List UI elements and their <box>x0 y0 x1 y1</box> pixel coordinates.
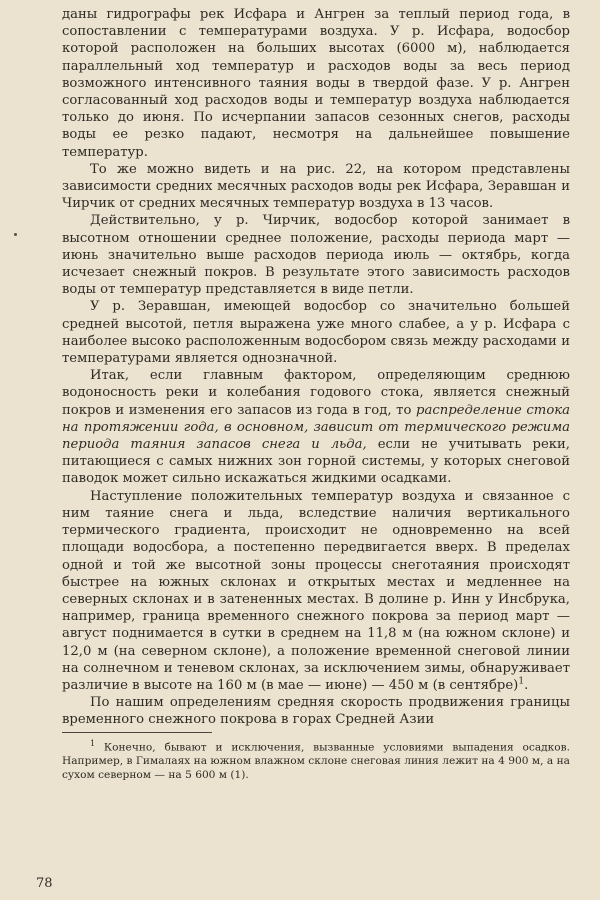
paragraph <box>62 367 570 487</box>
paragraph <box>62 694 570 728</box>
paragraph <box>62 298 570 367</box>
text-body <box>62 6 570 729</box>
paragraph <box>62 161 570 213</box>
paragraph-text: Действительно, у р. Чирчик, водосбор которой занимает в высотном отношении среднее положение, расходы периода март — июнь значительно выше расходов периода июль — октябрь, когда исчезает снежный покров. В результате этого зависимость расходов воды от температур представляется в виде петли. <box>62 213 570 298</box>
page-body <box>62 6 570 782</box>
page-number: 78 <box>36 876 53 891</box>
paragraph-text: То же можно видеть и на рис. 22, на котором представлены зависимости средних месячных расходов воды рек Исфара, Зеравшан и Чирчик от средних месячных температур воздуха в 13 часов. <box>62 161 570 212</box>
paragraph-text: Итак, если главным фактором, определяющим среднюю водоносность реки и колебания годового стока, является снежный покров и изменения его запасов из года в год, то <box>62 368 570 418</box>
paragraph-text: У р. Зеравшан, имеющей водосбор со значительно большей средней высотой, петля выражена уже много слабее, а у р. Исфара с наиболее высоко расположенным водосбором связь между расходами и температурами является однозначной. <box>62 299 570 367</box>
paragraph <box>62 212 570 298</box>
footnote-ref: 1 <box>518 676 525 687</box>
footnote-mark: 1 <box>90 738 96 748</box>
paragraph <box>62 488 570 694</box>
paragraph-text: если не учитывать реки, питающиеся с самых нижних зон горной системы, у которых снеговой паводок может сильно искажаться жидкими осадками. <box>62 437 570 487</box>
paragraph-text: даны гидрографы рек Исфара и Ангрен за теплый период года, в сопоставлении с температурами воздуха. У р. Исфара, водосбор которой расположен на больших высотах (6000 м), наблюдается параллельный ход температур и расходов воды за весь период возможного интенсивного таяния воды в твердой фазе. У р. Ангрен согласованный ход расходов воды и температур воздуха наблюдается только до июня. По исчерпании запасов сезонных снегов, расходы воды ее резко падают, несмотря на дальнейшее повышение температур. <box>62 7 570 160</box>
emphasized-text: распределение стока на протяжении года, в основном, зависит от термического режима периода таяния запасов снега и льда, <box>62 402 570 453</box>
footnote <box>62 737 570 783</box>
paragraph-text: По нашим определениям средняя скорость продвижения границы временного снежного покрова в горах Средней Азии <box>62 695 570 728</box>
margin-speck <box>14 233 17 236</box>
paragraph-text: Наступление положительных температур воздуха и связанное с ним таяние снега и льда, вследствие наличия вертикального термического градиента, происходит не одновременно на всей площади водосбора, а постепенно передвигается вверх. В пределах одной и той же высотной зоны процессы снеготаяния происходят быстрее на южных склонах и открытых местах и медленнее на северных склонах и в затененных местах. В долине р. Инн у Инсбрука, например, граница временного снежного покрова за период март — август поднимается в сутки в среднем на 11,8 м (на южном склоне) и 12,0 м (на северном склоне), а положение временной снеговой линии на солнечном и теневом склонах, за исключением зимы, обнаруживает различие в высоте на 160 м (в мае — июне) — 450 м (в сентябре) <box>62 488 570 693</box>
footnote-rule <box>62 732 212 733</box>
paragraph-text: . <box>524 677 529 693</box>
footnote-text: Конечно, бывают и исключения, вызванные условиями выпадения осадков. Например, в Гималаях на южном влажном склоне снеговая линия лежит на 4 900 м, а на сухом северном — на 5 600 м (1). <box>62 741 570 782</box>
paragraph <box>62 6 570 161</box>
